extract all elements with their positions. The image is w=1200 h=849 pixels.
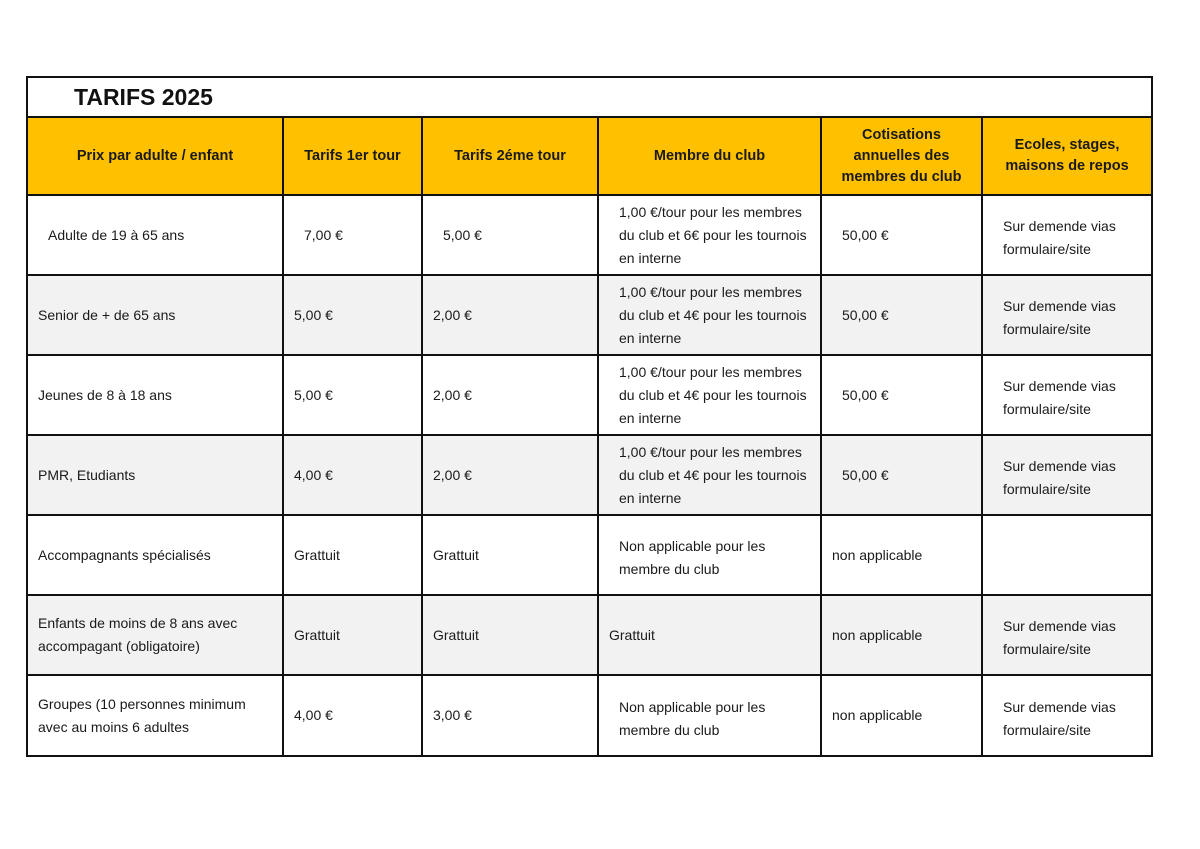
- tarifs-table: [28, 118, 1151, 755]
- cell-ecoles: Sur demende vias formulaire/site: [982, 595, 1151, 675]
- table-title: TARIFS 2025: [28, 78, 1151, 118]
- column-header-membre: Membre du club: [598, 118, 821, 195]
- table-row: [28, 275, 1151, 355]
- cell-tour1: 4,00 €: [283, 675, 422, 755]
- cell-tour2: 5,00 €: [422, 195, 598, 275]
- cell-category: Jeunes de 8 à 18 ans: [28, 355, 283, 435]
- table-row: [28, 675, 1151, 755]
- cell-category: Enfants de moins de 8 ans avec accompagant (obligatoire): [28, 595, 283, 675]
- column-header-ecoles: Ecoles, stages, maisons de repos: [982, 118, 1151, 195]
- table-row: [28, 515, 1151, 595]
- cell-ecoles: Sur demende vias formulaire/site: [982, 355, 1151, 435]
- cell-tour2: Grattuit: [422, 595, 598, 675]
- cell-tour1: Grattuit: [283, 515, 422, 595]
- cell-tour2: 2,00 €: [422, 355, 598, 435]
- cell-membre: Grattuit: [598, 595, 821, 675]
- cell-ecoles: Sur demende vias formulaire/site: [982, 435, 1151, 515]
- cell-tour1: 5,00 €: [283, 275, 422, 355]
- cell-cotisation: 50,00 €: [821, 355, 982, 435]
- table-row: [28, 355, 1151, 435]
- cell-tour2: 2,00 €: [422, 435, 598, 515]
- cell-cotisation: non applicable: [821, 675, 982, 755]
- cell-membre: 1,00 €/tour pour les membres du club et 4€ pour les tournois en interne: [598, 355, 821, 435]
- cell-cotisation: 50,00 €: [821, 435, 982, 515]
- header-row: [28, 118, 1151, 195]
- cell-tour1: 4,00 €: [283, 435, 422, 515]
- column-header-tour2: Tarifs 2éme tour: [422, 118, 598, 195]
- tarifs-table-frame: [26, 76, 1153, 757]
- cell-category: Accompagnants spécialisés: [28, 515, 283, 595]
- cell-membre: 1,00 €/tour pour les membres du club et 4€ pour les tournois en interne: [598, 435, 821, 515]
- table-row: [28, 435, 1151, 515]
- table-row: [28, 195, 1151, 275]
- cell-membre: Non applicable pour les membre du club: [598, 675, 821, 755]
- cell-tour1: 7,00 €: [283, 195, 422, 275]
- cell-membre: Non applicable pour les membre du club: [598, 515, 821, 595]
- cell-cotisation: 50,00 €: [821, 195, 982, 275]
- cell-ecoles: Sur demende vias formulaire/site: [982, 675, 1151, 755]
- cell-tour2: 3,00 €: [422, 675, 598, 755]
- cell-category: Adulte de 19 à 65 ans: [28, 195, 283, 275]
- cell-category: PMR, Etudiants: [28, 435, 283, 515]
- cell-tour1: Grattuit: [283, 595, 422, 675]
- cell-ecoles: Sur demende vias formulaire/site: [982, 275, 1151, 355]
- cell-membre: 1,00 €/tour pour les membres du club et 4€ pour les tournois en interne: [598, 275, 821, 355]
- cell-tour1: 5,00 €: [283, 355, 422, 435]
- table-row: [28, 595, 1151, 675]
- cell-tour2: 2,00 €: [422, 275, 598, 355]
- cell-cotisation: 50,00 €: [821, 275, 982, 355]
- column-header-tour1: Tarifs 1er tour: [283, 118, 422, 195]
- cell-cotisation: non applicable: [821, 515, 982, 595]
- cell-ecoles: Sur demende vias formulaire/site: [982, 195, 1151, 275]
- cell-category: Senior de + de 65 ans: [28, 275, 283, 355]
- cell-membre: 1,00 €/tour pour les membres du club et 6€ pour les tournois en interne: [598, 195, 821, 275]
- cell-category: Groupes (10 personnes minimum avec au moins 6 adultes: [28, 675, 283, 755]
- cell-tour2: Grattuit: [422, 515, 598, 595]
- column-header-cotisation: Cotisations annuelles des membres du club: [821, 118, 982, 195]
- cell-ecoles: [982, 515, 1151, 595]
- column-header-category: Prix par adulte / enfant: [28, 118, 283, 195]
- cell-cotisation: non applicable: [821, 595, 982, 675]
